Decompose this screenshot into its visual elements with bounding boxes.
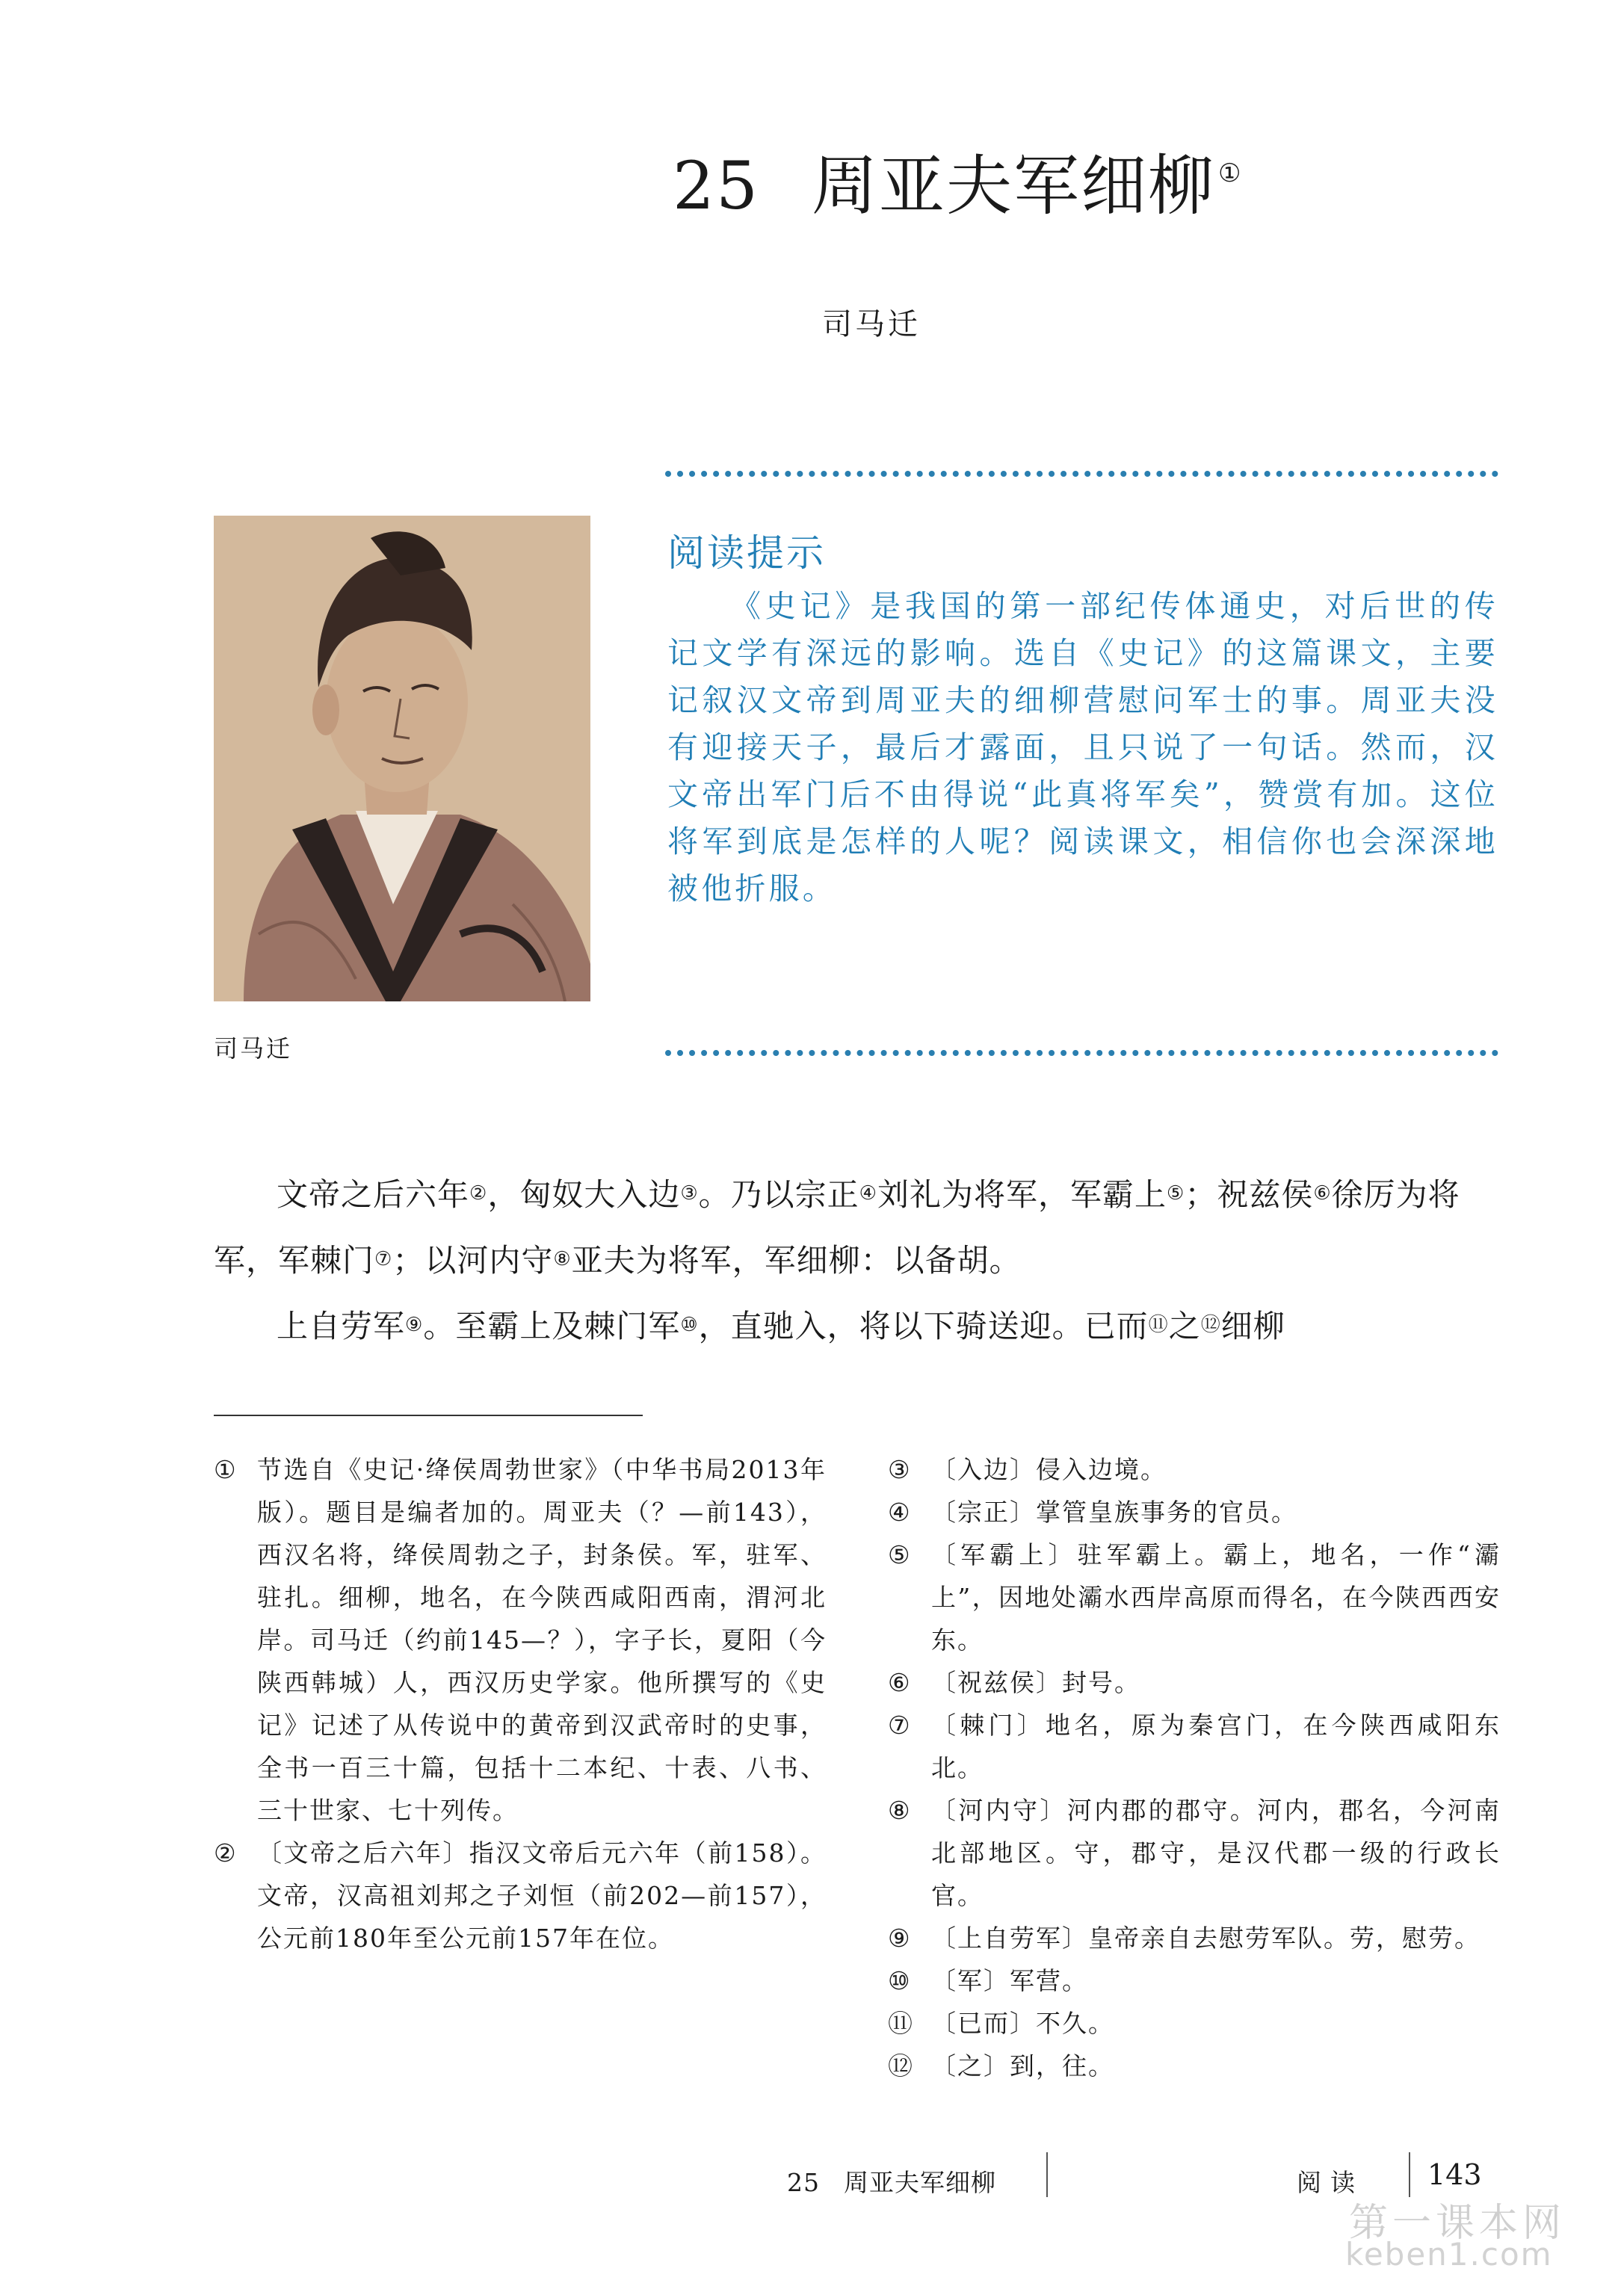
footnote-ref-12[interactable]: ⑫ — [1200, 1314, 1221, 1336]
footnote-item: ⑫ 〔之〕到，往。 — [888, 2051, 1114, 2081]
footer-divider — [1409, 2152, 1410, 2197]
footnote-ref-11[interactable]: ⑪ — [1148, 1314, 1169, 1336]
footnote-divider — [214, 1415, 643, 1416]
footnote-ref-6[interactable]: ⑥ — [1313, 1182, 1332, 1205]
footnote-ref-2[interactable]: ② — [469, 1182, 488, 1205]
footnote-item: ① 节选自《史记·绛侯周勃世家》（中华书局2013年版）。题目是编者加的。周亚夫（？—前143），西汉名将，绛侯周勃之子，封条侯。军，驻军、驻扎。细柳，地名，在今陕西咸阳西南，渭河北岸。司马迁（约前145—？），字子长，夏阳（今陕西韩城）人，西汉历史学家。他所撰写的《史记》记述了从传说中的黄帝到汉武帝时的史事，全书一百三十篇，包括十二本纪、十表、八书、三十世家、七十列传。 — [214, 1455, 827, 1825]
footnote-ref-4[interactable]: ④ — [859, 1182, 877, 1205]
main-paragraph-1: 文帝之后六年②，匈奴大入边③。乃以宗正④刘礼为将军，军霸上⑤；祝兹侯⑥徐厉为将军，军棘门⑦；以河内守⑧亚夫为将军，军细柳：以备胡。 — [214, 1176, 1460, 1279]
lesson-title — [673, 147, 1243, 224]
reading-tip-heading: 阅读提示 — [667, 531, 826, 575]
portrait-caption: 司马迁 — [214, 1034, 293, 1063]
reading-tip-body: 《史记》是我国的第一部纪传体通史，对后世的传记文学有深远的影响。选自《史记》的这篇课文，主要记叙汉文帝到周亚夫的细柳营慰问军士的事。周亚夫没有迎接天子，最后才露面，且只说了一句话。然而，汉文帝出军门后不由得说“此真将军矣”，赞赏有加。这位将军到底是怎样的人呢？阅读课文，相信你也会深深地被他折服。 — [667, 588, 1498, 906]
footer-divider — [1046, 2152, 1048, 2197]
lesson-number: 25 — [673, 147, 759, 224]
footer-lesson-number: 25 — [787, 2168, 820, 2197]
footer-section-label: 阅读 — [1297, 2168, 1364, 2197]
footnote-ref-9[interactable]: ⑨ — [405, 1314, 424, 1336]
footnote-item: ⑥ 〔祝兹侯〕封号。 — [888, 1668, 1140, 1697]
title-footnote-ref[interactable]: ① — [1218, 158, 1243, 188]
lesson-title-text: 周亚夫军细柳 — [811, 147, 1215, 224]
footnote-ref-5[interactable]: ⑤ — [1167, 1182, 1185, 1205]
footnote-item: ② 〔文帝之后六年〕指汉文帝后元六年（前158）。文帝，汉高祖刘邦之子刘恒（前202—前157），公元前180年至公元前157年在位。 — [214, 1838, 827, 1953]
footnote-ref-10[interactable]: ⑩ — [680, 1314, 699, 1336]
portrait-image — [214, 516, 590, 1001]
main-paragraph-2: 上自劳军⑨。至霸上及棘门军⑩，直驰入，将以下骑送迎。已而⑪之⑫细柳 — [277, 1308, 1285, 1344]
divider-top — [665, 471, 1498, 477]
footnote-item: ③ 〔入边〕侵入边境。 — [888, 1455, 1167, 1484]
footnote-item: ⑨ 〔上自劳军〕皇帝亲自去慰劳军队。劳，慰劳。 — [888, 1924, 1481, 1953]
watermark-url: keben1.com — [1345, 2236, 1553, 2273]
footnote-ref-3[interactable]: ③ — [680, 1182, 699, 1205]
divider-bottom — [665, 1050, 1498, 1056]
footnote-item: ⑤ 〔军霸上〕驻军霸上。霸上，地名，一作“灞上”，因地处灞水西岸高原而得名，在今陕西西安东。 — [888, 1540, 1501, 1655]
footnote-item: ⑩ 〔军〕军营。 — [888, 1966, 1088, 1995]
footnotes-left-column — [214, 1448, 827, 1959]
footnote-ref-8[interactable]: ⑧ — [553, 1248, 572, 1270]
author-name: 司马迁 — [822, 307, 921, 342]
watermark-text: 第一课本网 — [1349, 2201, 1566, 2246]
footnote-ref-7[interactable]: ⑦ — [374, 1248, 393, 1270]
footnote-item: ④ 〔宗正〕掌管皇族事务的官员。 — [888, 1498, 1297, 1527]
page-number: 143 — [1427, 2158, 1482, 2191]
footer-lesson-title: 周亚夫军细柳 — [844, 2168, 996, 2197]
footnote-item: ⑪ 〔已而〕不久。 — [888, 2009, 1114, 2038]
footnote-item: ⑦ 〔棘门〕地名，原为秦宫门，在今陕西咸阳东北。 — [888, 1711, 1501, 1782]
footnote-item: ⑧ 〔河内守〕河内郡的郡守。河内，郡名，今河南北部地区。守，郡守，是汉代郡一级的行政长官。 — [888, 1796, 1501, 1910]
footnotes-right-column — [888, 1448, 1501, 2087]
footer-lesson — [787, 2163, 996, 2199]
